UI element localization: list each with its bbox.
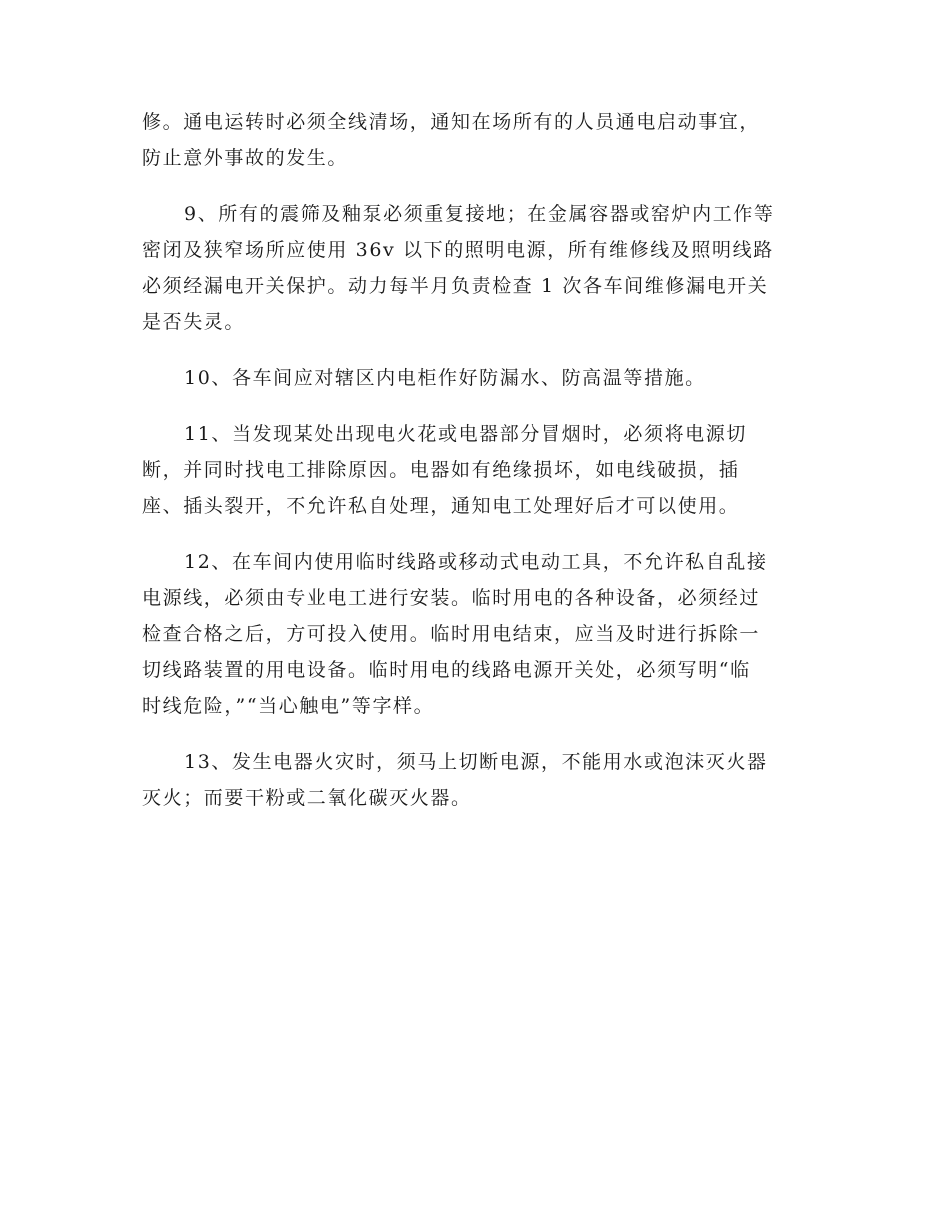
text-line: 11、当发现某处出现电火花或电器部分冒烟时，必须将电源切 bbox=[184, 423, 747, 445]
text-line: 检查合格之后，方可投入使用。临时用电结束，应当及时进行拆除一 bbox=[142, 623, 761, 645]
paragraph-item-9 bbox=[142, 196, 802, 340]
paragraph-item-12 bbox=[142, 544, 802, 724]
text-line: 断，并同时找电工排除原因。电器如有绝缘损坏，如电线破损，插 bbox=[142, 459, 740, 481]
paragraph-continued bbox=[142, 104, 802, 176]
text-line: 电源线，必须由专业电工进行安装。临时用电的各种设备，必须经过 bbox=[142, 587, 761, 609]
text-line: 12、在车间内使用临时线路或移动式电动工具，不允许私自乱接 bbox=[184, 551, 768, 573]
text-line: 防止意外事故的发生。 bbox=[142, 147, 349, 169]
text-line: 切线路装置的用电设备。临时用电的线路电源开关处，必须写明“临 bbox=[142, 659, 751, 681]
text-line: 灭火；而要干粉或二氧化碳灭火器。 bbox=[142, 787, 472, 809]
text-line: 座、插头裂开，不允许私自处理，通知电工处理好后才可以使用。 bbox=[142, 495, 740, 517]
text-line: 是否失灵。 bbox=[142, 311, 246, 333]
document-body bbox=[142, 104, 802, 836]
text-line: 密闭及狭窄场所应使用 36v 以下的照明电源，所有维修线及照明线路 bbox=[142, 239, 774, 261]
paragraph-item-10 bbox=[142, 360, 802, 396]
paragraph-item-13 bbox=[142, 744, 802, 816]
text-line: 10、各车间应对辖区内电柜作好防漏水、防高温等措施。 bbox=[184, 367, 706, 389]
text-line: 必须经漏电开关保护。动力每半月负责检查 1 次各车间维修漏电开关 bbox=[142, 275, 769, 297]
paragraph-item-11 bbox=[142, 416, 802, 524]
text-line: 修。通电运转时必须全线清场，通知在场所有的人员通电启动事宜， bbox=[142, 111, 761, 133]
text-line: 9、所有的震筛及釉泵必须重复接地；在金属容器或窑炉内工作等 bbox=[184, 203, 775, 225]
text-line: 时线危险，”“当心触电”等字样。 bbox=[142, 695, 435, 717]
text-line: 13、发生电器火灾时，须马上切断电源，不能用水或泡沫灭火器 bbox=[184, 751, 768, 773]
